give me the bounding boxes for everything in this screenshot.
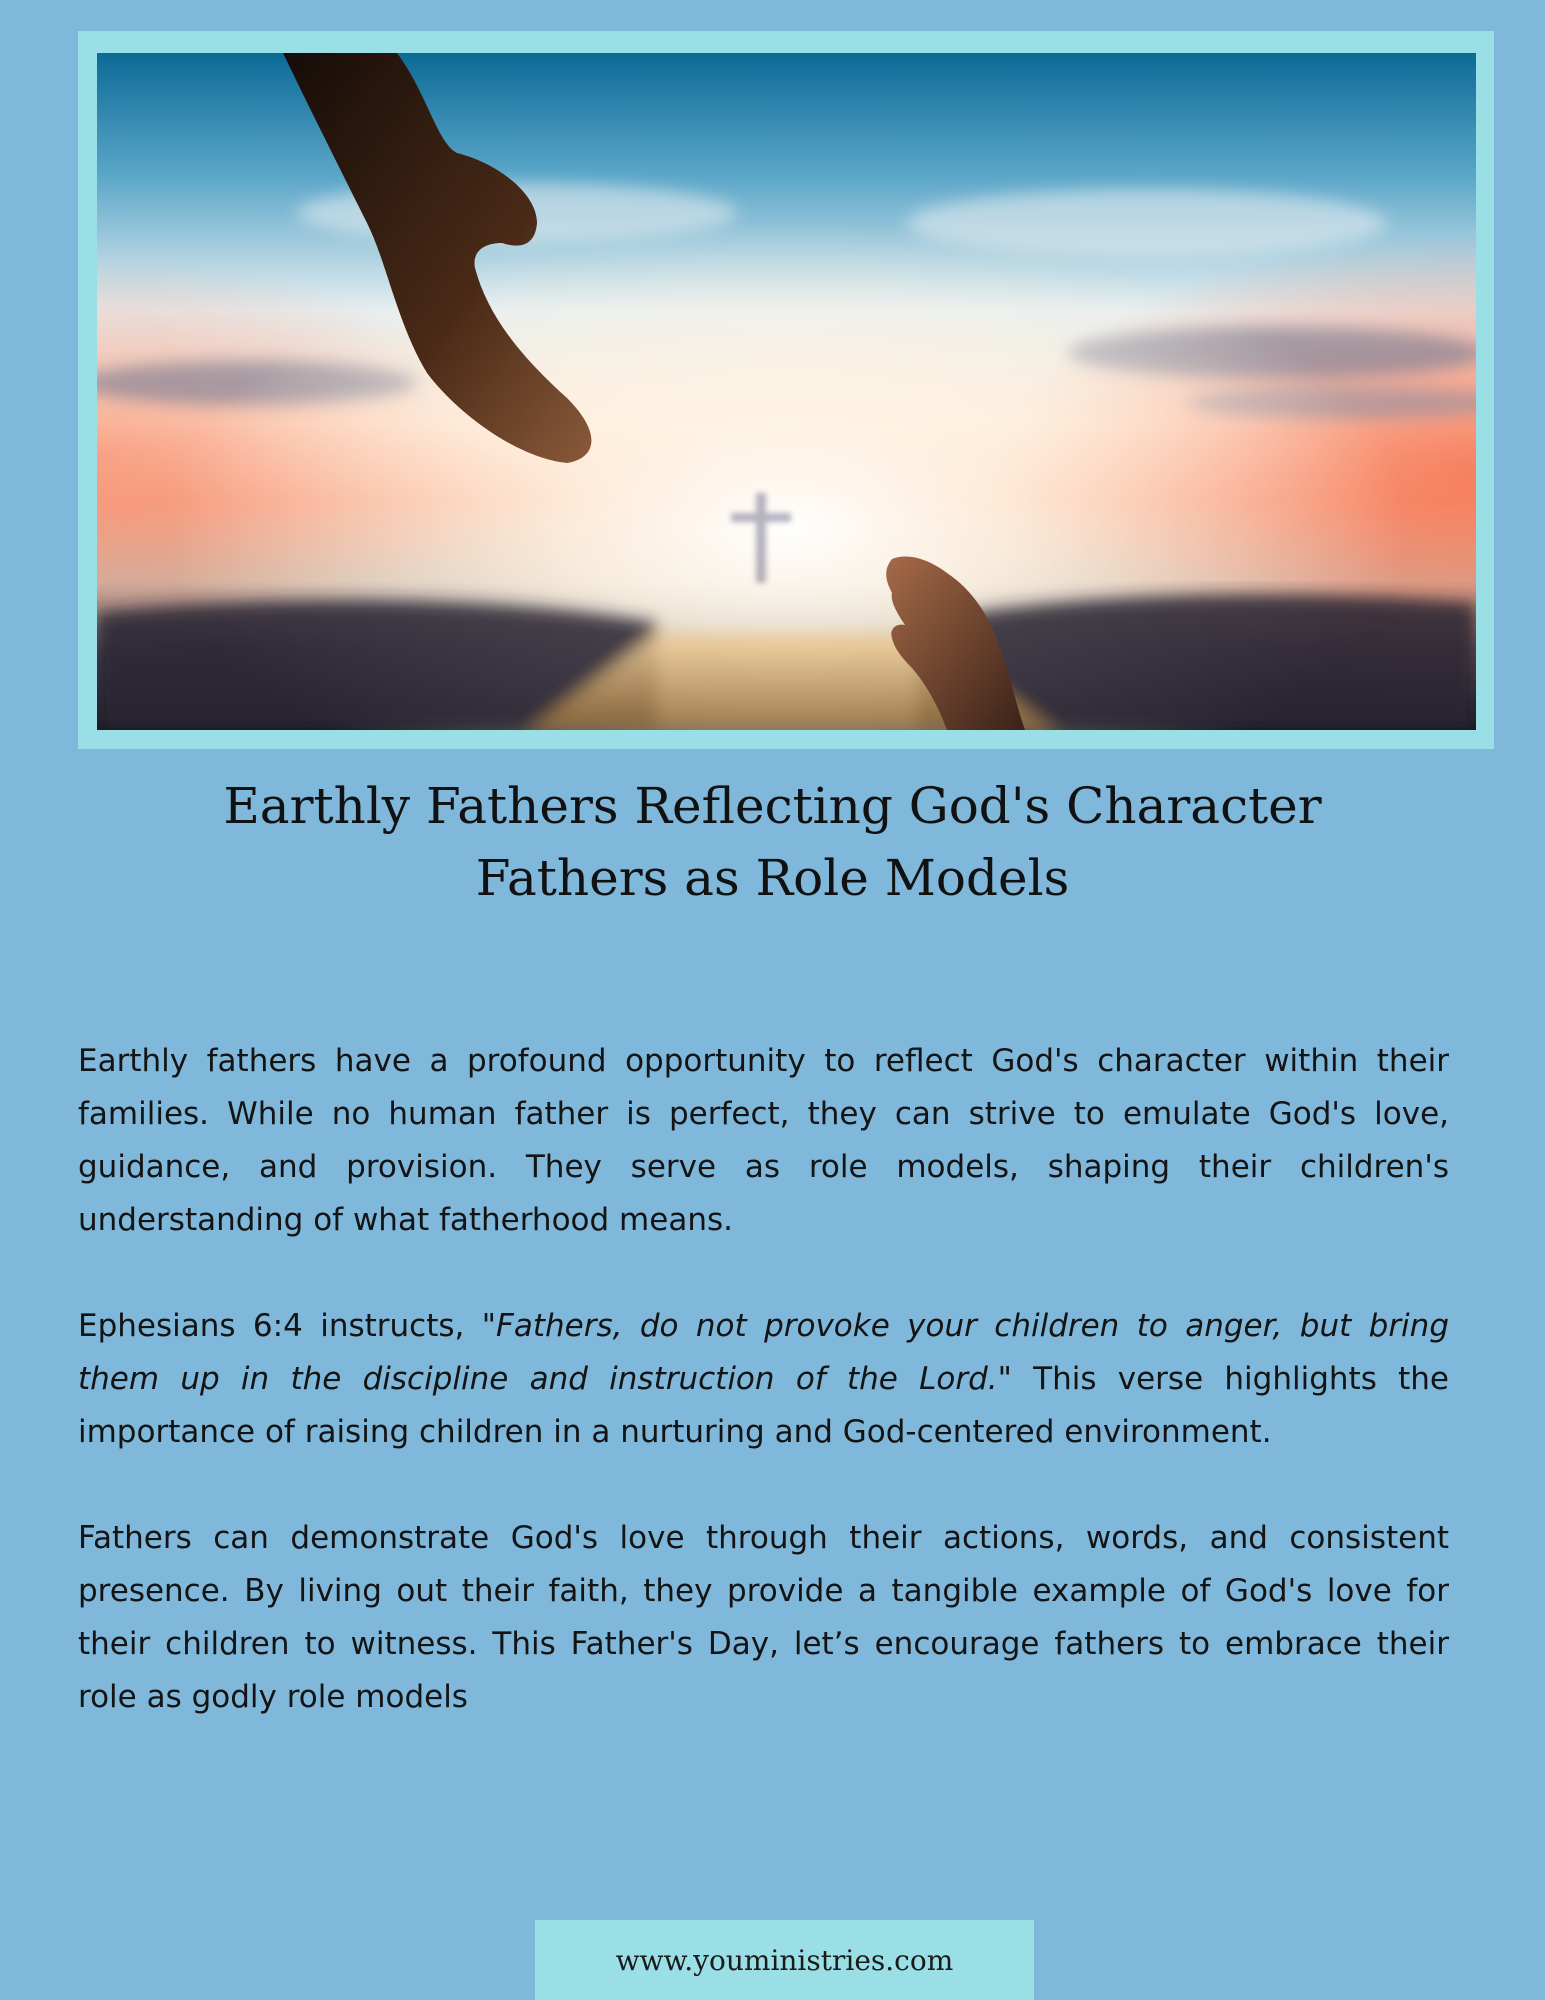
hands-reaching-cross-sunrise-image — [97, 53, 1476, 730]
bible-verse-quote: Fathers, do not provoke your children to anger, but bring them up in the discipline and instruction of the Lord. — [78, 1308, 1449, 1397]
paragraph-1: Earthly fathers have a profound opportunity to reflect God's character within their families. While no human father is perfect, they can strive to emulate God's love, guidance, and provision. They serve as role models, shaping their children's understanding of what fatherhood means. — [78, 1043, 1449, 1238]
footer-url-box[interactable] — [535, 1920, 1034, 2000]
title-line-2: Fathers as Role Models — [475, 849, 1070, 907]
title-line-1: Earthly Fathers Reflecting God's Character — [223, 777, 1322, 835]
page-title — [0, 770, 1545, 914]
paragraph-3: Fathers can demonstrate God's love through their actions, words, and consistent presence. By living out their faith, they provide a tangible example of God's love for their children to witness. This Father's Day, let’s encourage fathers to embrace their role as godly role models — [78, 1520, 1449, 1715]
paragraph-2 — [78, 1300, 1449, 1459]
paragraph-2-prefix: Ephesians 6:4 instructs, " — [78, 1308, 497, 1344]
paragraph-2-suffix: " This verse highlights the importance of raising children in a nurturing and God-centered environment. — [78, 1361, 1449, 1450]
footer-url[interactable]: www.youministries.com — [615, 1943, 954, 1977]
article-body — [78, 1035, 1449, 1777]
